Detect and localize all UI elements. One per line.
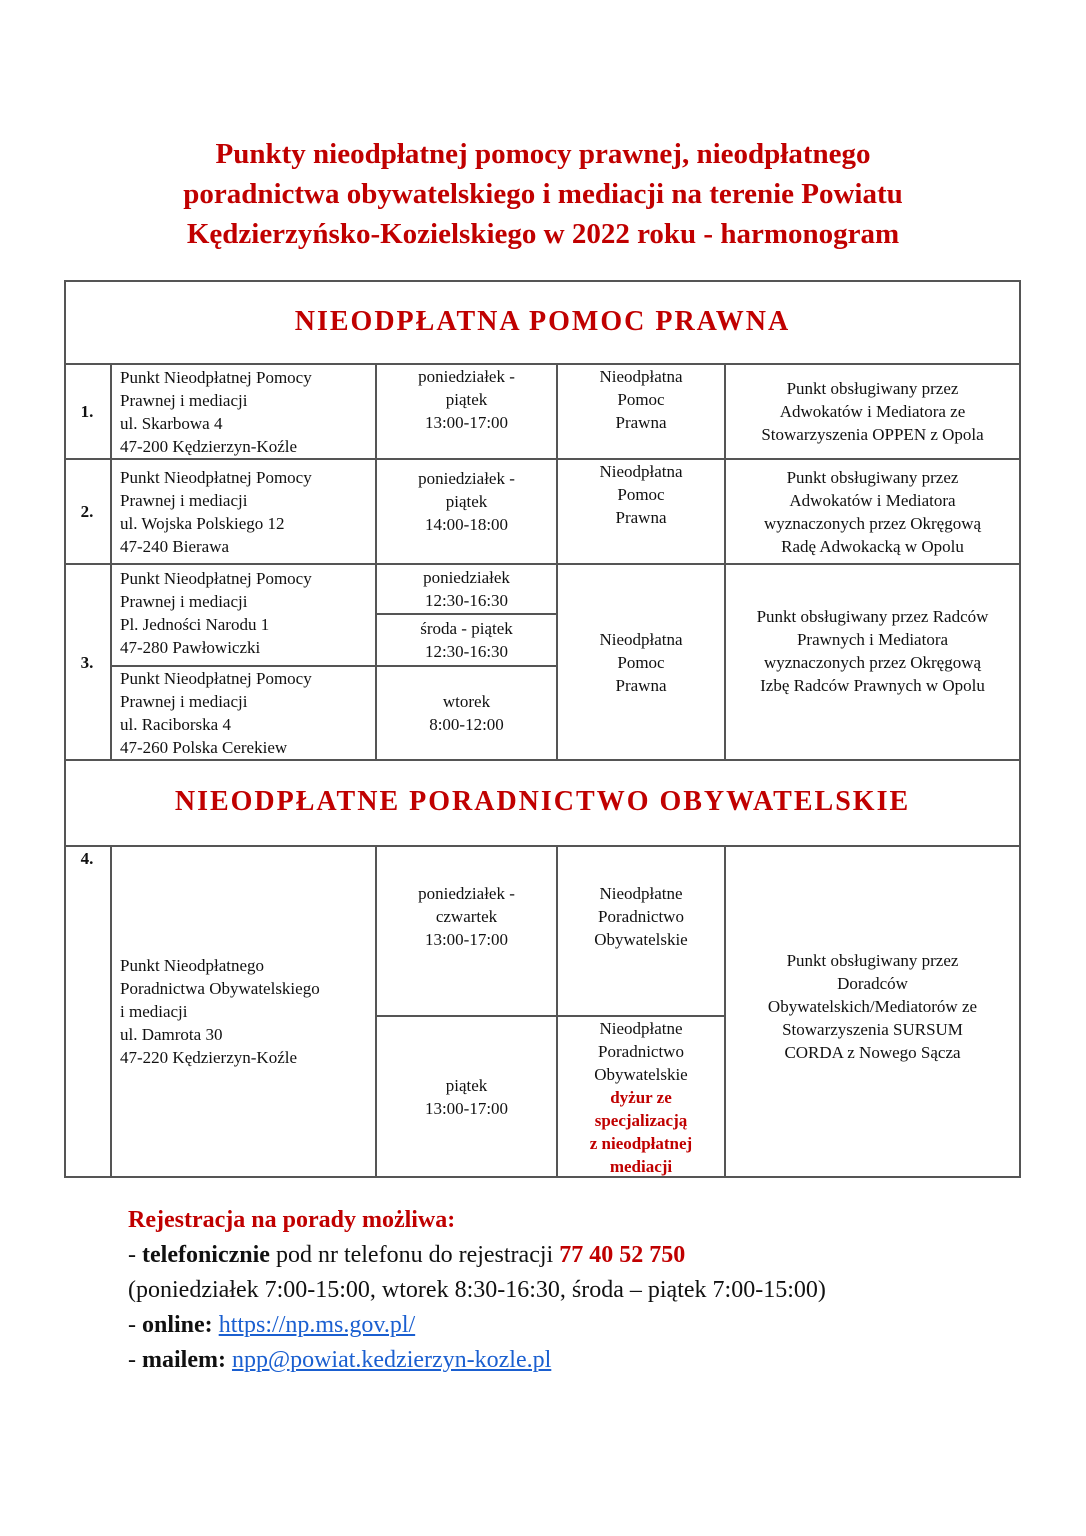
registration-info (128, 1203, 826, 1378)
bullet-dash: - (128, 1242, 142, 1268)
opening-hours (377, 667, 556, 759)
text-line: Punkt obsługiwany przez (786, 467, 959, 487)
service-type (558, 460, 724, 563)
phone-label: telefonicznie (142, 1242, 270, 1268)
registration-online (128, 1308, 826, 1343)
text-line: 47-220 Kędzierzyn-Koźle (120, 1048, 298, 1067)
text-line: Adwokatów i Mediatora (789, 490, 956, 510)
document-title (60, 134, 1026, 254)
text-line: Pomoc (617, 485, 665, 504)
opening-hours (377, 847, 556, 1015)
text-line: 8:00-12:00 (429, 715, 504, 734)
text-line: poniedziałek - (418, 469, 515, 488)
text-line: piątek (445, 1075, 488, 1095)
registration-phone (128, 1238, 826, 1273)
text-line: Punkt obsługiwany przez (786, 951, 959, 970)
text-line: Punkt Nieodpłatnej Pomocy (120, 569, 312, 588)
text-line: 47-200 Kędzierzyn-Koźle (120, 436, 298, 456)
operator (726, 460, 1019, 563)
operator (726, 565, 1019, 737)
text-line: wtorek (442, 692, 491, 711)
text-line: Poradnictwo (598, 906, 684, 926)
text-line: 13:00-17:00 (424, 1098, 509, 1118)
text-line: Obywatelskich/Mediatorów ze (767, 997, 978, 1016)
section-heading-civic-advice: NIEODPŁATNE PORADNICTWO OBYWATELSKIE (174, 786, 911, 817)
text-line: Izbę Radców Prawnych w Opolu (760, 676, 985, 695)
text-line: Prawna (615, 413, 667, 432)
text-line: poniedziałek - (418, 883, 515, 903)
text-line: Pl. Jedności Narodu 1 (120, 615, 270, 634)
place-address (112, 847, 375, 1176)
text-line: czwartek (435, 906, 498, 926)
text-line: Nieodpłatne (599, 1019, 683, 1038)
text-line: Punkt Nieodpłatnej Pomocy (120, 467, 312, 487)
text-line: i mediacji (120, 1002, 188, 1021)
text-line: Adwokatów i Mediatora ze (779, 402, 966, 421)
phone-number[interactable]: 77 40 52 750 (559, 1242, 686, 1268)
operator (726, 365, 1019, 458)
text-line: Punkt Nieodpłatnej Pomocy (120, 367, 312, 387)
table-border (64, 280, 1021, 282)
opening-hours (377, 467, 556, 563)
text-line: wyznaczonych przez Okręgową (763, 653, 982, 672)
text-line: Poradnictwo (598, 1042, 684, 1061)
email-link[interactable]: npp@powiat.kedzierzyn-kozle.pl (231, 1347, 552, 1373)
text-line: 13:00-17:00 (424, 413, 509, 432)
mediation-note: mediacji (609, 1157, 673, 1176)
service-type (558, 847, 724, 1015)
text-line: poniedziałek - (418, 367, 515, 386)
text-line: 47-260 Polska Cerekiew (120, 738, 288, 757)
phone-text: pod nr telefonu do rejestracji (269, 1242, 560, 1268)
online-label: online: (142, 1312, 213, 1338)
text-line: Punkt Nieodpłatnej Pomocy (120, 669, 312, 688)
text-line: Doradców (837, 974, 908, 993)
text-line: Nieodpłatna (599, 629, 683, 649)
registration-phone-hours: (poniedziałek 7:00-15:00, wtorek 8:30-16:30, środa – piątek 7:00-15:00) (128, 1277, 826, 1303)
title-line: Kędzierzyńsko-Kozielskiego w 2022 roku - harmonogram (186, 218, 900, 250)
text-line: Prawnej i mediacji (120, 692, 248, 711)
text-line: 13:00-17:00 (424, 929, 509, 949)
opening-hours (377, 365, 556, 458)
online-link[interactable]: https://np.ms.gov.pl/ (218, 1312, 416, 1338)
text-line: Stowarzyszenia OPPEN z Opola (761, 425, 984, 444)
opening-hours (377, 565, 556, 613)
text-line: Nieodpłatna (599, 462, 683, 481)
text-line: Punkt obsługiwany przez (786, 379, 959, 398)
row-number: 1. (80, 402, 94, 421)
text-line: Obywatelskie (594, 1065, 688, 1084)
opening-hours (377, 615, 556, 665)
text-line: Obywatelskie (594, 929, 688, 949)
opening-hours (377, 1017, 556, 1176)
text-line: środa - piątek (420, 619, 513, 638)
text-line: CORDA z Nowego Sącza (784, 1043, 961, 1062)
mediation-note: dyżur ze (610, 1088, 672, 1107)
bullet-dash: - (128, 1347, 142, 1373)
text-line: Nieodpłatne (599, 883, 683, 903)
text-line: 47-240 Bierawa (120, 536, 230, 556)
text-line: ul. Damrota 30 (120, 1025, 223, 1044)
place-address (112, 565, 375, 665)
text-line: 47-280 Pawłowiczki (120, 638, 261, 657)
title-line: poradnictwa obywatelskiego i mediacji na terenie Powiatu (183, 178, 903, 210)
place-address (112, 365, 375, 458)
text-line: Punkt obsługiwany przez Radców (756, 607, 989, 626)
place-address (112, 460, 375, 563)
service-type (558, 365, 724, 458)
schedule-table (64, 280, 1021, 1178)
text-line: Poradnictwa Obywatelskiego (120, 979, 320, 998)
text-line: Prawnych i Mediatora (796, 630, 949, 649)
text-line: Prawnej i mediacji (120, 390, 248, 410)
email-label: mailem: (142, 1347, 226, 1373)
text-line: Radę Adwokacką w Opolu (781, 536, 964, 556)
text-line: wyznaczonych przez Okręgową (763, 513, 982, 533)
text-line: Punkt Nieodpłatnego (120, 956, 265, 975)
table-border (1019, 280, 1021, 1178)
row-divider (64, 759, 1021, 761)
text-line: Prawnej i mediacji (120, 490, 248, 510)
text-line: ul. Raciborska 4 (120, 715, 231, 734)
text-line: Pomoc (617, 652, 665, 672)
row-number: 2. (80, 502, 94, 521)
text-line: Stowarzyszenia SURSUM (782, 1020, 963, 1039)
text-line: 14:00-18:00 (424, 515, 509, 534)
text-line: ul. Skarbowa 4 (120, 413, 223, 433)
service-type (558, 1017, 724, 1176)
row-number: 3. (80, 652, 94, 672)
title-line: Punkty nieodpłatnej pomocy prawnej, nieodpłatnego (215, 138, 871, 170)
text-line: Pomoc (617, 390, 665, 409)
row-number: 4. (80, 849, 94, 868)
registration-email (128, 1343, 826, 1378)
registration-heading: Rejestracja na porady możliwa: (128, 1207, 456, 1233)
service-type (558, 565, 724, 759)
text-line: Prawna (615, 508, 667, 527)
text-line: piątek (445, 390, 488, 409)
bullet-dash: - (128, 1312, 142, 1338)
text-line: poniedziałek (423, 568, 510, 587)
text-line: ul. Wojska Polskiego 12 (120, 513, 285, 533)
text-line: 12:30-16:30 (424, 642, 509, 661)
mediation-note: z nieodpłatnej (589, 1134, 693, 1153)
place-address (112, 667, 375, 759)
section-heading-legal-aid: NIEODPŁATNA POMOC PRAWNA (294, 306, 791, 337)
mediation-note: specjalizacją (594, 1111, 688, 1130)
table-border (64, 1176, 1021, 1178)
text-line: Prawnej i mediacji (120, 592, 248, 611)
text-line: Nieodpłatna (599, 367, 683, 386)
text-line: Prawna (615, 675, 667, 695)
text-line: piątek (445, 492, 488, 511)
text-line: 12:30-16:30 (424, 591, 509, 610)
operator (726, 847, 1019, 1176)
